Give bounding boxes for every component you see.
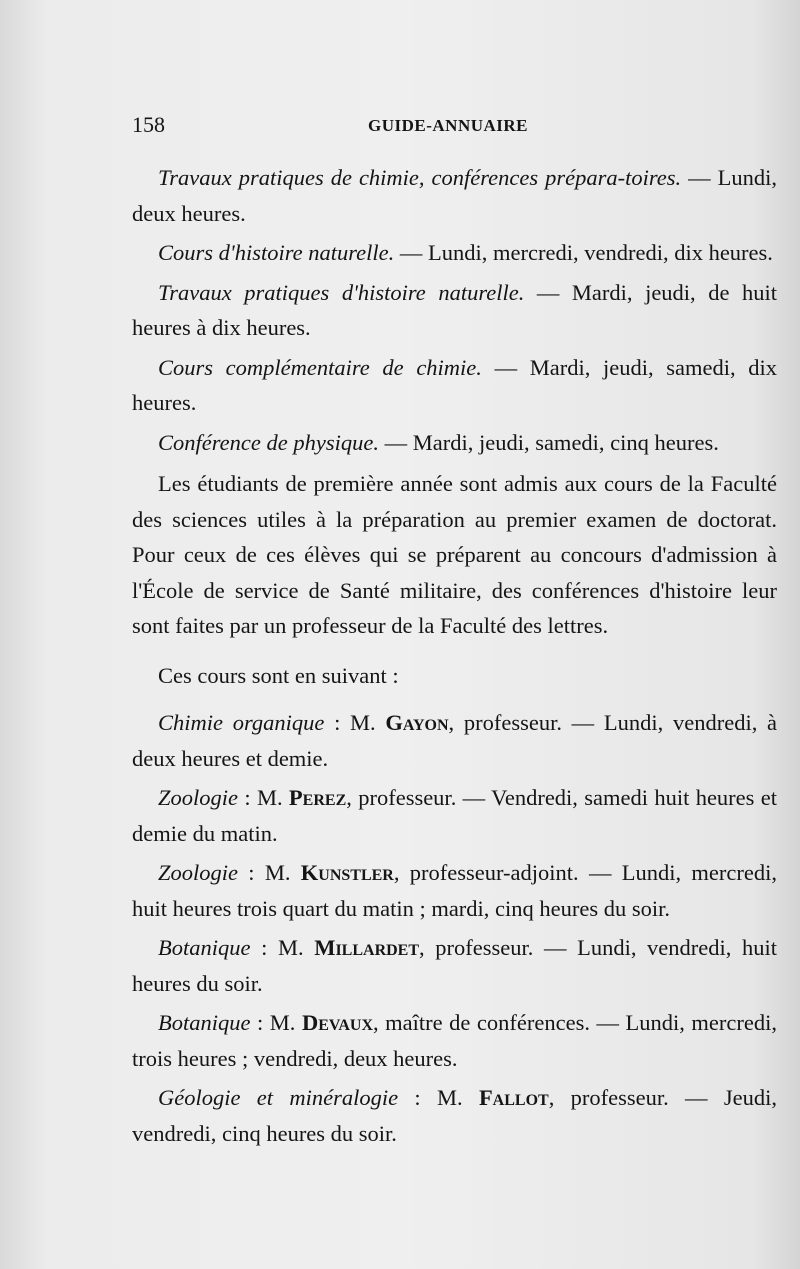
course-text: , professeur. — Jeudi, vendredi, cinq heures du soir. — [132, 1085, 777, 1146]
entry-text: — Mardi, jeudi, de huit heures à dix heures. — [132, 279, 777, 340]
course-subject: Zoologie — [158, 785, 239, 810]
course-entry — [132, 705, 777, 776]
entry-text: — Lundi, deux heures. — [132, 165, 777, 226]
entry-title: Cours complémentaire de chimie. — [158, 354, 482, 380]
course-sep: : M. — [250, 1010, 302, 1035]
entry-title: Travaux pratiques de chimie, conférences prépara-toires. — [158, 165, 682, 190]
course-entry — [132, 780, 777, 851]
course-subject: Botanique — [158, 1010, 251, 1035]
course-text: , professeur. — Lundi, vendredi, huit heures du soir. — [132, 935, 778, 996]
entry-text: — Mardi, jeudi, samedi, cinq heures. — [378, 429, 719, 455]
professor-name: Gayon — [385, 710, 449, 735]
course-sep: : M. — [398, 1085, 479, 1110]
course-sep: : M. — [238, 785, 289, 810]
course-text: , professeur. — Vendredi, samedi huit heures et demie du matin. — [132, 785, 777, 846]
students-paragraph: Les étudiants de première année sont admis aux cours de la Faculté des sciences utiles à la préparation au premier examen de doctorat. Pour ceux de ces élèves qui se préparent au concours d'admission à l'École de service de Santé militaire, des conférences d'histoire leur sont faites par un professeur de la Faculté des lettres. — [132, 471, 777, 638]
courses-intro: Ces cours sont en suivant : — [158, 662, 399, 688]
running-title: GUIDE-ANNUAIRE — [368, 116, 529, 135]
page-number: 158 — [132, 112, 165, 137]
professor-name: Perez — [288, 785, 347, 810]
entry-title: Conférence de physique. — [158, 429, 379, 455]
professor-name: Devaux — [301, 1010, 374, 1035]
course-entry — [132, 1005, 777, 1076]
page-body — [132, 160, 777, 1155]
course-entry — [132, 855, 777, 926]
course-text: , professeur-adjoint. — Lundi, mercredi, huit heures trois quart du matin ; mardi, cinq heures du soir. — [132, 860, 777, 921]
course-subject: Géologie et minéralogie — [158, 1085, 399, 1110]
course-text: , professeur. — Lundi, vendredi, à deux heures et demie. — [132, 710, 778, 771]
professor-name: Millardet — [314, 935, 420, 960]
course-subject: Chimie organique — [158, 710, 325, 735]
course-sep: : M. — [324, 710, 386, 735]
schedule-entry — [132, 235, 777, 271]
course-entry — [132, 930, 777, 1001]
entry-text: — Mardi, jeudi, samedi, dix heures. — [132, 354, 777, 415]
entry-title: Cours d'histoire naturelle. — [158, 240, 395, 265]
schedule-entry — [132, 275, 777, 346]
course-subject: Zoologie — [158, 860, 239, 885]
course-subject: Botanique — [158, 935, 251, 960]
schedule-entry — [132, 425, 777, 461]
professor-name: Fallot — [478, 1085, 549, 1110]
page-header — [132, 112, 772, 142]
schedule-entry — [132, 350, 777, 421]
professor-name: Kunstler — [300, 860, 394, 885]
entry-title: Travaux pratiques d'histoire naturelle. — [158, 279, 525, 305]
schedule-entry — [132, 160, 777, 231]
course-sep: : M. — [250, 935, 315, 960]
course-text: , maître de conférences. — Lundi, mercredi, trois heures ; vendredi, deux heures. — [132, 1010, 778, 1071]
course-sep: : M. — [238, 860, 301, 885]
course-entry — [132, 1080, 777, 1151]
entry-text: — Lundi, mercredi, vendredi, dix heures. — [394, 240, 773, 265]
